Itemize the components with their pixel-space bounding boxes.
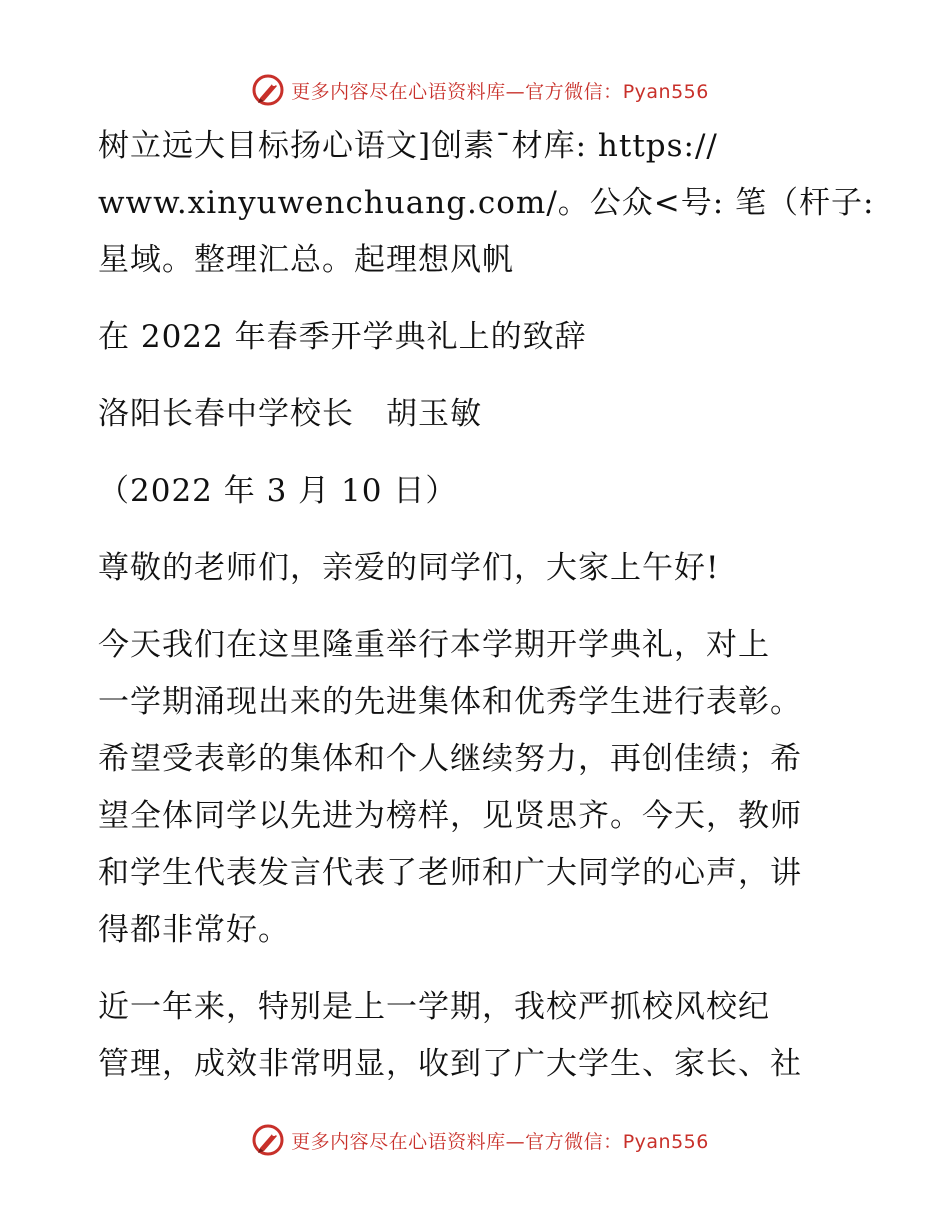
paragraph-line: 一学期涌现出来的先进集体和优秀学生进行表彰。 [98,684,802,720]
document-body [98,118,875,1093]
header-line: 树立远大目标扬心语文]创素¯材库: https:// [98,128,718,164]
banner-main-text: 更多内容尽在心语资料库 [291,1130,506,1153]
greeting: 尊敬的老师们，亲爱的同学们，大家上午好! [98,550,720,586]
banner-content [251,1123,709,1157]
banner-official-label: 官方微信： [525,80,623,103]
header-line: www.xinyuwenchuang.com/。公众<号: 笔（杆子: [98,185,875,221]
footer-banner [0,1120,950,1160]
document-date: （2022 年 3 月 10 日） [98,473,458,509]
paragraph-line: 得都非常好。 [98,912,290,948]
paragraph-line: 希望受表彰的集体和个人继续努力，再创佳绩；希 [98,741,802,777]
banner-dash: — [505,1130,526,1153]
paragraph-1 [98,617,853,959]
banner-dash: — [505,80,526,103]
banner-text [291,1127,709,1154]
paragraph-line: 望全体同学以先进为榜样，见贤思齐。今天，教师 [98,798,802,834]
banner-content [251,73,709,107]
paragraph-line: 管理，成效非常明显，收到了广大学生、家长、社 [98,1046,802,1082]
paragraph-line: 近一年来，特别是上一学期，我校严抓校风校纪 [98,989,770,1025]
banner-text [291,77,709,104]
paragraph-2 [98,979,853,1093]
banner-wechat-id: Pyan556 [622,80,709,103]
header-banner [0,70,950,110]
banner-wechat-id: Pyan556 [622,1130,709,1153]
document-title: 在 2022 年春季开学典礼上的致辞 [98,319,587,355]
pen-logo-icon [251,1123,285,1157]
header-line: 星域。整理汇总。起理想风帆 [98,242,514,278]
pen-logo-icon [251,73,285,107]
banner-official-label: 官方微信： [525,1130,623,1153]
banner-main-text: 更多内容尽在心语资料库 [291,80,506,103]
document-author: 洛阳长春中学校长 胡玉敏 [98,396,482,432]
paragraph-line: 和学生代表发言代表了老师和广大同学的心声，讲 [98,855,802,891]
header-notice [98,118,875,289]
paragraph-line: 今天我们在这里隆重举行本学期开学典礼，对上 [98,627,770,663]
